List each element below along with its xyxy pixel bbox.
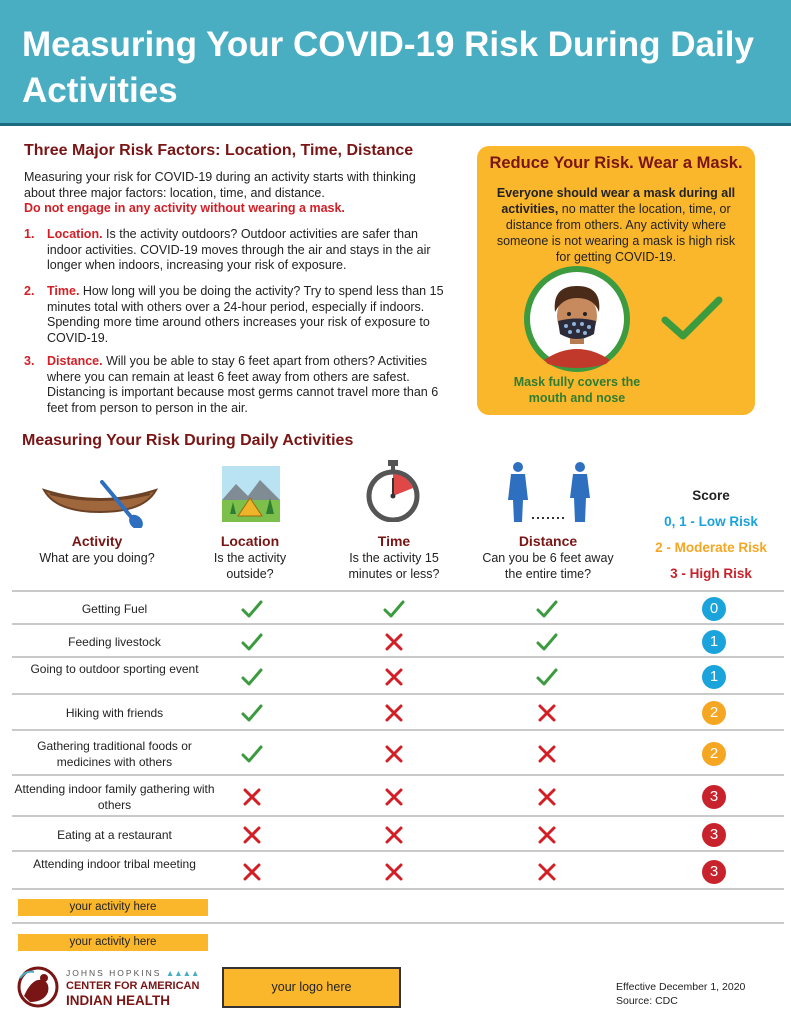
score-badge: 3 — [702, 785, 726, 809]
check-icon — [240, 742, 264, 766]
table-divider — [12, 922, 784, 924]
activity-name: Attending indoor tribal meeting — [33, 857, 196, 871]
mask-caption: Mask fully covers the mouth and nose — [513, 375, 641, 405]
column-question: Is the activity 15 minutes or less? — [348, 551, 440, 581]
column-activity — [32, 533, 162, 566]
column-title: Distance — [518, 533, 578, 549]
activity-name: Going to outdoor sporting event — [30, 661, 199, 676]
jhu-caih-logo-icon — [14, 966, 62, 1008]
page-header — [0, 0, 791, 126]
score-title: Score — [692, 488, 730, 503]
cross-icon — [382, 823, 406, 847]
score-legend — [622, 486, 791, 590]
risk-factor-distance — [24, 354, 444, 416]
table-row — [12, 774, 784, 815]
cross-icon — [535, 742, 559, 766]
org-line3: INDIAN HEALTH — [66, 993, 170, 1008]
risk-factor-location — [24, 227, 444, 274]
cross-icon — [382, 742, 406, 766]
table-title: Measuring Your Risk During Daily Activities — [22, 432, 354, 449]
table-row — [12, 590, 784, 623]
column-title: Time — [377, 533, 411, 549]
cross-icon — [535, 823, 559, 847]
mask-callout-text: no matter the location, time, or distance from others. Any activity where someone is not wearing a mask is high risk for getting COVID-19. — [496, 202, 736, 264]
column-question: What are you doing? — [39, 551, 155, 565]
masked-person-icon — [522, 264, 632, 374]
activity-name: Attending indoor family gathering with others — [14, 781, 215, 812]
activity-name: Eating at a restaurant — [57, 827, 172, 842]
checkmark-icon — [659, 294, 725, 342]
mask-callout-body — [489, 185, 743, 265]
cross-icon — [535, 785, 559, 809]
table-row — [12, 693, 784, 729]
stopwatch-icon — [366, 460, 420, 522]
risk-factor-time — [24, 284, 444, 346]
risk-factor-number: 2. — [24, 284, 35, 298]
intro-text: Measuring your risk for COVID-19 during an activity starts with thinking about three major factors: location, time, and distance. — [24, 170, 416, 200]
logo-placeholder[interactable]: your logo here — [222, 967, 401, 1008]
org-line2: CENTER FOR AMERICAN — [66, 980, 200, 992]
activity-name: Feeding livestock — [68, 634, 161, 649]
mask-callout — [477, 146, 755, 415]
table-row — [12, 850, 784, 890]
score-badge: 3 — [702, 823, 726, 847]
column-location — [190, 533, 310, 582]
check-icon — [240, 701, 264, 725]
cross-icon — [535, 701, 559, 725]
check-icon — [240, 597, 264, 621]
score-badge: 2 — [702, 701, 726, 725]
risk-factor-number: 1. — [24, 227, 35, 241]
risk-factor-text: Will you be able to stay 6 feet apart from others? Activities where you can remain at least 6 feet away from others are safest. Distancing is important because most germs cannot travel more than 6 feet from person to person in the air. — [47, 354, 439, 415]
table-divider — [12, 888, 784, 890]
campsite-icon — [222, 466, 280, 522]
activity-name: Hiking with friends — [65, 706, 164, 720]
mask-warning: Do not engage in any activity without wearing a mask. — [24, 201, 345, 215]
score-badge: 2 — [702, 742, 726, 766]
risk-factor-text: Is the activity outdoors? Outdoor activities are safer than indoor activities. COVID-19 moves through the air and stays in the air longer when indoors, increasing your risk of exposure. — [47, 227, 431, 272]
effective-date: Effective December 1, 2020 — [616, 981, 746, 993]
activity-name: Getting Fuel — [81, 601, 148, 616]
risk-factors-intro — [24, 170, 444, 217]
risk-factor-label: Time. — [47, 284, 80, 298]
score-badge: 0 — [702, 597, 726, 621]
score-badge: 1 — [702, 665, 726, 689]
column-time — [330, 533, 458, 582]
people-distance-icon — [506, 460, 594, 524]
page-title: Measuring Your COVID-19 Risk During Daily Activities — [22, 25, 754, 110]
cross-icon — [382, 630, 406, 654]
table-row — [12, 729, 784, 774]
org-line1: JOHNS HOPKINS ▲▲▲▲ — [66, 968, 200, 978]
activity-name: Gathering traditional foods or medicines with others — [37, 738, 192, 769]
column-question: Can you be 6 feet away the entire time? — [482, 551, 614, 581]
custom-activity-1[interactable]: your activity here — [18, 899, 208, 916]
table-row — [12, 815, 784, 850]
column-question: Is the activity outside? — [213, 551, 287, 581]
check-icon — [382, 597, 406, 621]
footer-note — [616, 980, 745, 1008]
cross-icon — [240, 860, 264, 884]
check-icon — [240, 630, 264, 654]
score-high: 3 - High Risk — [670, 566, 752, 581]
score-moderate: 2 - Moderate Risk — [655, 540, 767, 555]
cross-icon — [535, 860, 559, 884]
risk-factor-number: 3. — [24, 354, 35, 368]
risk-factor-label: Location. — [47, 227, 103, 241]
cross-icon — [240, 785, 264, 809]
risk-factors-title: Three Major Risk Factors: Location, Time, Distance — [24, 142, 414, 159]
cross-icon — [382, 701, 406, 725]
canoe-icon — [40, 478, 160, 528]
column-distance — [474, 533, 622, 582]
check-icon — [535, 665, 559, 689]
source-note: Source: CDC — [616, 995, 678, 1007]
risk-factor-label: Distance. — [47, 354, 103, 368]
cross-icon — [240, 823, 264, 847]
cross-icon — [382, 860, 406, 884]
table-row — [12, 656, 784, 693]
column-title: Activity — [71, 533, 123, 549]
custom-activity-2[interactable]: your activity here — [18, 934, 208, 951]
cross-icon — [382, 785, 406, 809]
table-row — [12, 623, 784, 656]
score-badge: 1 — [702, 630, 726, 654]
mask-callout-title: Reduce Your Risk. Wear a Mask. — [489, 154, 743, 172]
mask-callout-bold: Everyone should wear a mask during all activities, — [496, 186, 736, 216]
risk-factor-text: How long will you be doing the activity? Try to spend less than 15 minutes total with others over a 24-hour period, especially if indoors. Spending more time around others increases your risk of exposure to COVID-19. — [47, 284, 444, 345]
check-icon — [240, 665, 264, 689]
column-title: Location — [220, 533, 280, 549]
score-low: 0, 1 - Low Risk — [664, 514, 758, 529]
check-icon — [535, 597, 559, 621]
check-icon — [535, 630, 559, 654]
score-badge: 3 — [702, 860, 726, 884]
cross-icon — [382, 665, 406, 689]
